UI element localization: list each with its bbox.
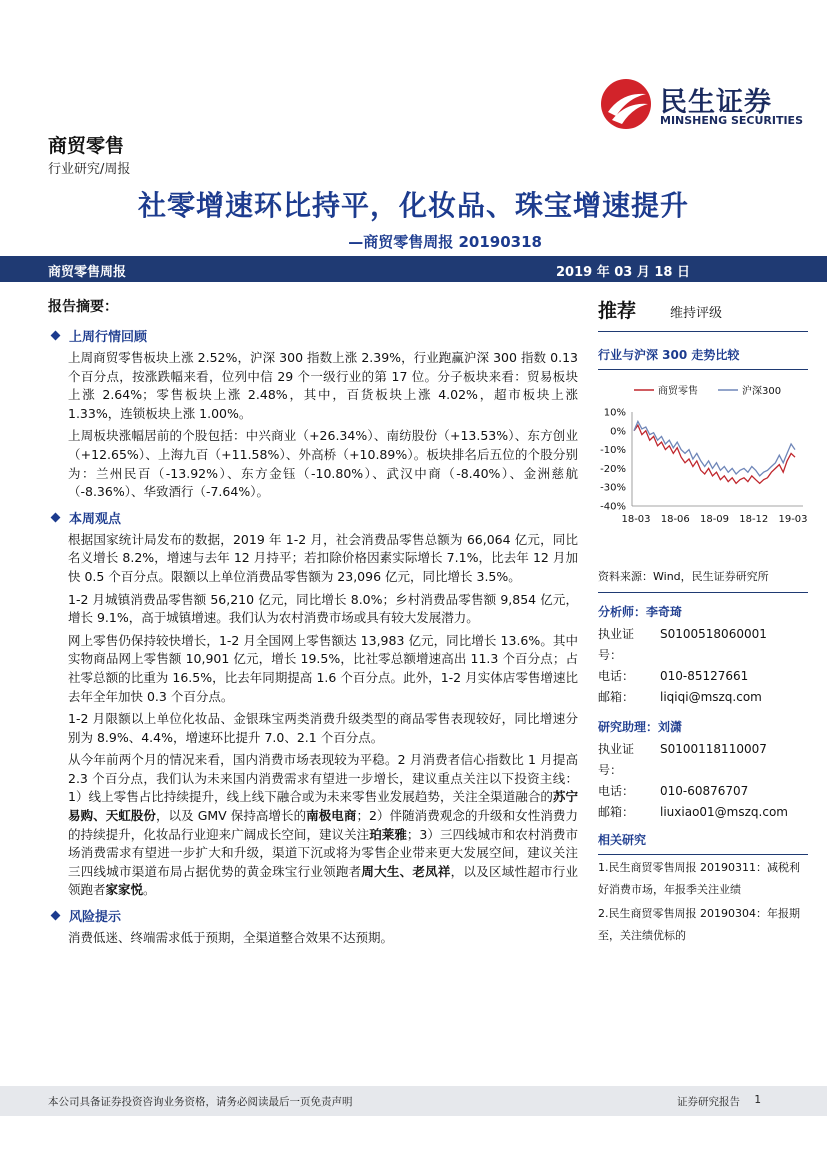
analyst-email-link[interactable]: liqiqi@mszq.com	[660, 690, 762, 704]
sidebar	[598, 296, 808, 947]
related-research-item[interactable]: 1.民生商贸零售周报 20190311：减税利好消费市场，年报季关注业绩	[598, 861, 800, 896]
section-market-review	[48, 326, 578, 502]
x-tick-label: 18-06	[660, 514, 690, 525]
abstract-column	[48, 296, 578, 952]
paragraph: 根据国家统计局发布的数据，2019 年 1-2 月，社会消费品零售总额为 66,064 亿元，同比名义增长 8.2%，增速与去年 12 月持平；若扣除价格因素实际增长 7.1%，比去年 12 月加快 0.5 个百分点。限额以上单位消费品零售额为 23,096 亿元，同比增长 3.5%。	[68, 531, 578, 584]
y-tick-label: -10%	[600, 445, 626, 457]
text-run: ；3）三四线城市和农村消费市场消费需求有望进一步扩大和升级，渠道下沉或将为零售企业带来更大发展空间，建议关注三四线城市渠道布局占据优势的黄金珠宝行业领跑者	[68, 826, 578, 879]
rating-box	[598, 296, 808, 332]
assistant-info-row	[598, 802, 808, 823]
company-logo	[600, 78, 803, 134]
logo-english-name: MINSHENG SECURITIES	[660, 114, 803, 127]
paragraph: 消费低迷、终端需求低于预期，全渠道整合效果不达预期。	[68, 930, 394, 946]
assistant-info-row	[598, 739, 808, 781]
analyst-info-row	[598, 624, 808, 666]
section-heading	[48, 326, 578, 345]
legend-label: 沪深300	[742, 386, 782, 397]
diamond-bullet-icon	[51, 331, 61, 341]
trend-chart-svg	[598, 376, 808, 556]
section-heading-text: 风险提示	[69, 910, 122, 926]
text-run: 从今年前两个月的情况来看，国内消费市场表现较为平稳。2 月消费者信心指数比 1 月提高 2.3 个百分点，我们认为未来国内消费需求有望进一步增长，建议重点关注以下投资主线：1）线上零售占比持续提升，线上线下融合或为未来零售业发展趋势，关注全渠道融合的	[68, 752, 578, 805]
text-run: ，以及 GMV 保持高增长的	[155, 808, 307, 824]
info-label: 执业证号：	[598, 742, 635, 777]
report-subtitle: —商贸零售周报 20190318	[348, 233, 542, 251]
paragraph: 上周板块涨幅居前的个股包括：中兴商业（+26.34%）、南纺股份（+13.53%）、东方创业（+12.65%）、上海九百（+11.58%）、外高桥（+10.89%）。板块排名后五位的个股分别为：兰州民百（-13.92%）、东方金钰（-10.80%）、武汉中商（-8.40%）、金洲慈航（-8.36%）、华致酒行（-7.64%）。	[68, 428, 578, 500]
footer-report-type: 证券研究报告	[677, 1096, 740, 1108]
series-line	[634, 421, 795, 476]
info-label: 邮箱：	[598, 805, 635, 819]
legend-label: 商贸零售	[658, 386, 698, 397]
info-value: 010-60876707	[660, 784, 749, 798]
info-value: S0100118110007	[660, 742, 767, 756]
info-label: 邮箱：	[598, 690, 635, 704]
stock-highlight: 珀莱雅	[369, 826, 407, 842]
text-run: ，以及区域性超市行业领跑者	[68, 863, 578, 898]
analyst-info-row	[598, 687, 808, 708]
analyst-heading: 分析师：李奇琦	[598, 605, 683, 619]
info-label: 执业证号：	[598, 627, 635, 662]
section-heading-text: 上周行情回顾	[69, 330, 148, 345]
x-tick-label: 18-12	[739, 514, 769, 525]
chart-source: 资料来源：Wind，民生证券研究所	[598, 568, 808, 593]
abstract-title: 报告摘要：	[48, 299, 118, 315]
y-tick-label: -20%	[600, 463, 626, 475]
industry-label: 商贸零售	[48, 135, 125, 157]
x-tick-label: 18-09	[699, 514, 730, 525]
paragraph: 1-2 月限额以上单位化妆品、金银珠宝两类消费升级类型的商品零售表现较好，同比增速分别为 8.9%、4.4%，增速环比提升 7.0、2.1 个百分点。	[68, 711, 578, 745]
y-tick-label: -30%	[600, 482, 626, 494]
report-type-label: 行业研究/周报	[48, 162, 131, 177]
trend-chart	[598, 376, 808, 556]
stock-highlight: 周大生、老凤祥	[361, 863, 451, 879]
y-tick-label: 10%	[603, 407, 626, 419]
section-weekly-view	[48, 508, 578, 900]
info-label: 电话：	[598, 784, 635, 798]
assistant-heading: 研究助理：刘潇	[598, 720, 683, 734]
y-tick-label: 0%	[610, 426, 626, 438]
paragraph-investment-lines	[68, 751, 578, 900]
minsheng-logo-icon	[600, 78, 652, 130]
section-heading-text: 本周观点	[69, 511, 122, 527]
rating-sub: 维持评级	[670, 306, 723, 321]
text-run: 。	[143, 882, 156, 898]
related-research-heading: 相关研究	[598, 831, 808, 855]
y-tick-label: -40%	[600, 501, 626, 513]
report-title: 社零增速环比持平，化妆品、珠宝增速提升	[137, 189, 689, 222]
section-risk	[48, 906, 578, 948]
footer-disclaimer: 本公司具备证券投资咨询业务资格，请务必阅读最后一页免责声明	[48, 1096, 353, 1108]
page-footer	[0, 1086, 827, 1116]
diamond-bullet-icon	[51, 512, 61, 522]
page-number: 1	[754, 1094, 761, 1106]
x-tick-label: 19-03	[778, 514, 808, 525]
x-tick-label: 18-03	[621, 514, 651, 525]
related-research-item[interactable]: 2.民生商贸零售周报 20190304：年报期至，关注绩优标的	[598, 907, 800, 942]
info-value: 010-85127661	[660, 669, 749, 683]
paragraph: 1-2 月城镇消费品零售额 56,210 亿元，同比增长 8.0%；乡村消费品零售额 9,854 亿元，增长 9.1%，高于城镇增速。我们认为农村消费市场或具有较大发展潜力。	[68, 591, 578, 626]
stock-highlight: 家家悦	[105, 882, 144, 898]
logo-chinese-name: 民生证券	[660, 87, 772, 118]
diamond-bullet-icon	[51, 911, 61, 921]
analyst-info-row	[598, 666, 808, 687]
section-heading	[48, 906, 578, 925]
info-label: 电话：	[598, 669, 635, 683]
rating-main: 推荐	[598, 300, 637, 322]
section-heading	[48, 508, 578, 527]
assistant-email-link[interactable]: liuxiao01@mszq.com	[660, 805, 788, 819]
stock-highlight: 苏宁易购、天虹股份	[68, 789, 578, 824]
chart-heading: 行业与沪深 300 走势比较	[598, 332, 808, 370]
title-banner	[0, 256, 827, 282]
stock-highlight: 南极电商	[306, 808, 357, 824]
info-value: S0100518060001	[660, 627, 767, 641]
banner-report-name: 商贸零售周报	[48, 265, 127, 280]
text-run: ；2）伴随消费观念的升级和女性消费力的持续提升，化妆品行业迎来广阔成长空间，建议关注	[68, 808, 578, 842]
assistant-info-row	[598, 781, 808, 802]
series-line	[634, 425, 795, 483]
paragraph: 上周商贸零售板块上涨 2.52%，沪深 300 指数上涨 2.39%，行业跑赢沪深 300 指数 0.13 个百分点，按涨跌幅来看，位列中信 29 个一级行业的第 17 位。分子板块来看：贸易板块上涨 2.64%；零售板块上涨 2.48%，其中，百货板块上涨 4.02%，超市板块上涨 1.33%，连锁板块上涨 1.00%。	[68, 350, 578, 421]
paragraph: 网上零售仍保持较快增长，1-2 月全国网上零售额达 13,983 亿元，同比增长 13.6%。其中实物商品网上零售额 10,901 亿元，增长 19.5%，比社零总额增速高出 11.3 个百分点；占社零总额的比重为 16.5%，比去年同期提高 1.6 个百分点。此外，1-2 月实体店零售增速比去年全年加快 0.3 个百分点。	[68, 632, 578, 704]
banner-date: 2019 年 03 月 18 日	[556, 265, 690, 280]
